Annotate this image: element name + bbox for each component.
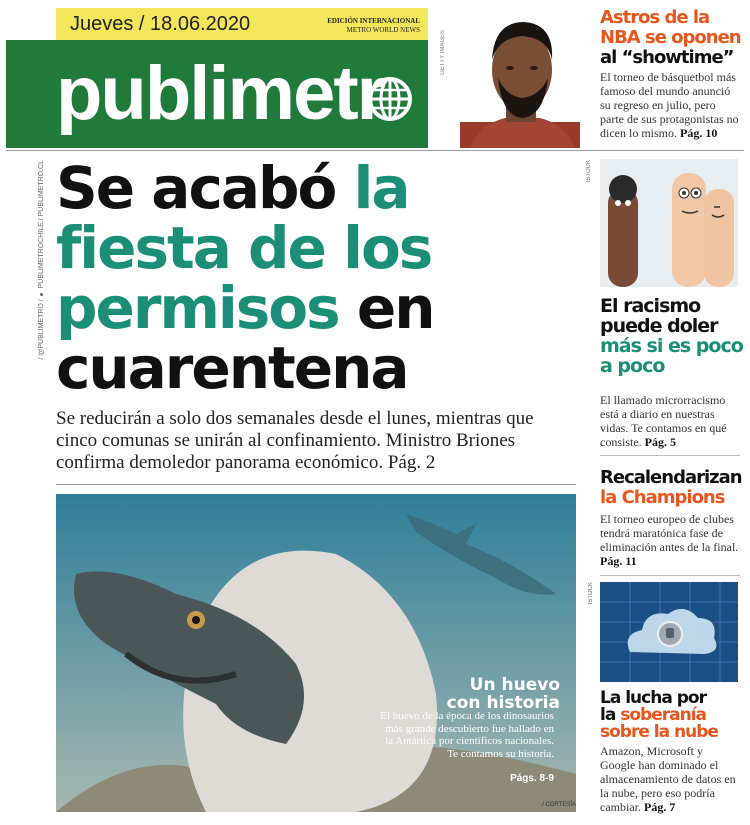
- edition-label: EDICIÓN INTERNACIONAL METRO WORLD NEWS: [327, 17, 420, 34]
- nba-player-photo[interactable]: [460, 12, 580, 148]
- lead-deck: Se reducirán a solo dos semanales desde el lunes, mientras que cinco comunas se unirán al confinamiento. Ministro Briones confirma demoledor panorama económico. Pág. 2: [56, 408, 534, 473]
- sidebar-divider: [600, 575, 740, 576]
- nba-summary: El torneo de básquetbol más famoso del mundo anunció su regreso en julio, pero parte de sus protagonistas no dicen lo mismo. Pág. 10: [600, 70, 739, 140]
- publimetro-logo[interactable]: publimetr: [56, 51, 385, 136]
- racism-page-ref[interactable]: Pág. 5: [644, 435, 677, 449]
- globe-icon: [367, 76, 413, 122]
- cloud-page-ref[interactable]: Pág. 7: [643, 800, 676, 814]
- lead-divider: [56, 484, 576, 485]
- cloud-photo-credit: ISTOCK: [588, 582, 594, 605]
- fingers-illustration[interactable]: [600, 159, 738, 287]
- cloud-illustration[interactable]: [600, 582, 738, 682]
- dinosaur-egg-photo[interactable]: [56, 494, 576, 812]
- champions-headline[interactable]: Recalendarizan la Champions: [600, 467, 742, 508]
- photo-story-pages[interactable]: Págs. 8-9: [510, 773, 554, 784]
- section-divider: [6, 150, 744, 151]
- nba-page-ref[interactable]: Pág. 10: [680, 126, 718, 140]
- nba-headline[interactable]: Astros de la NBA se oponen al “showtime”: [600, 7, 741, 68]
- lead-headline[interactable]: Se acabó la fiesta de los permisos en cuarentena: [56, 154, 434, 402]
- photo-story-caption: El huevo de la época de los dinosaurios más grande descubierto fue hallado en la Antártica por científicos nacionales. Te contamos su historia.: [380, 710, 554, 760]
- sidebar-divider: [600, 455, 740, 456]
- issue-date: Jueves / 18.06.2020: [70, 13, 251, 35]
- champions-summary: El torneo europeo de clubes tendrá maratónica fase de eliminación antes de la final. Pág. 11: [600, 512, 739, 568]
- social-handles: / @PUBLIMETRO / ● PUBLIMETROCHILE / PUBLIMETRO.CL: [38, 160, 45, 360]
- racism-photo-credit: ISTOCK: [586, 160, 592, 183]
- racism-headline[interactable]: El racismo puede doler más si es poco a poco: [600, 295, 743, 377]
- champions-page-ref[interactable]: Pág. 11: [600, 554, 637, 568]
- cloud-summary: Amazon, Microsoft y Google han dominado el almacenamiento de datos en la nube, pero eso podría cambiar. Pág. 7: [600, 744, 736, 814]
- racism-summary: El llamado microrracismo está a diario en nuestras vidas. Te contamos en qué consiste. Pág. 5: [600, 393, 727, 449]
- photo-credit-cortesia: / CORTESÍA: [542, 802, 576, 808]
- cloud-headline[interactable]: La lucha por la soberanía sobre la nube: [600, 688, 718, 742]
- photo-credit: GETTY IMAGES: [440, 30, 446, 75]
- photo-story-title[interactable]: Un huevo con historia: [446, 675, 560, 713]
